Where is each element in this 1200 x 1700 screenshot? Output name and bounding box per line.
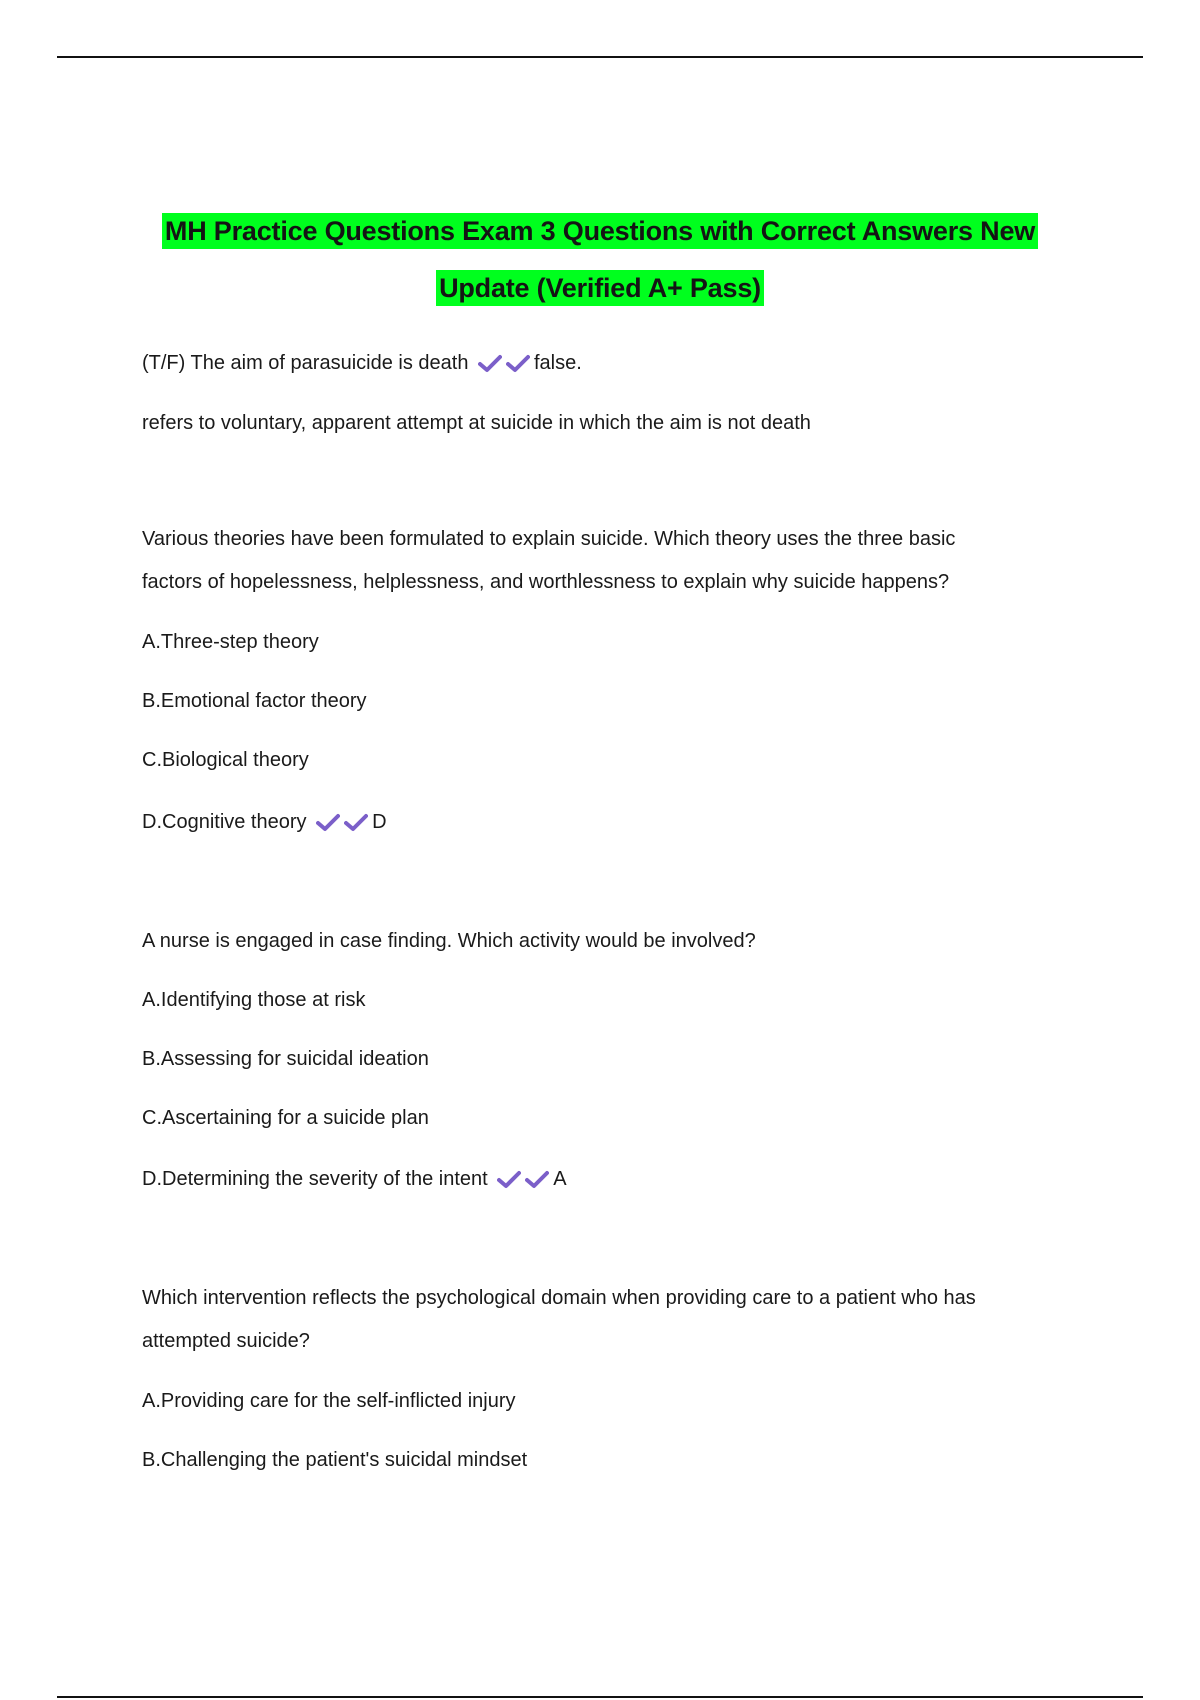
q3-question: A nurse is engaged in case finding. Which activity would be involved? xyxy=(142,930,756,952)
q2-option-b: B.Emotional factor theory xyxy=(142,690,367,712)
q4-question-line-2: attempted suicide? xyxy=(142,1330,310,1352)
checkmark-icon xyxy=(478,353,502,373)
q1-answer: false. xyxy=(534,352,582,374)
checkmark-icon xyxy=(497,1169,521,1189)
q1-question-row xyxy=(142,352,582,375)
checkmark-icon xyxy=(344,812,368,832)
q2-question-line-1: Various theories have been formulated to explain suicide. Which theory uses the three basic xyxy=(142,528,956,550)
document-title-line-2 xyxy=(0,273,1200,304)
q3-answer: A xyxy=(553,1168,567,1190)
q1-question-text: (T/F) The aim of parasuicide is death xyxy=(142,352,469,374)
q3-option-c: C.Ascertaining for a suicide plan xyxy=(142,1107,429,1129)
q4-option-b: B.Challenging the patient's suicidal mindset xyxy=(142,1449,528,1471)
q2-answer: D xyxy=(372,811,387,833)
checkmark-icon xyxy=(506,353,530,373)
q3-option-b: B.Assessing for suicidal ideation xyxy=(142,1048,429,1070)
q3-option-d-row xyxy=(142,1168,567,1191)
checkmark-icon xyxy=(316,812,340,832)
document-title-line-1 xyxy=(0,216,1200,247)
header-rule xyxy=(57,56,1143,58)
q2-option-c: C.Biological theory xyxy=(142,749,309,771)
title-highlight: MH Practice Questions Exam 3 Questions with Correct Answers New xyxy=(162,213,1038,249)
q4-question-line-1: Which intervention reflects the psychological domain when providing care to a patient who has xyxy=(142,1287,976,1309)
footer-rule xyxy=(57,1696,1143,1698)
title-highlight: Update (Verified A+ Pass) xyxy=(436,270,764,306)
q2-option-a: A.Three-step theory xyxy=(142,631,319,653)
q3-option-a: A.Identifying those at risk xyxy=(142,989,366,1011)
q2-option-d: D.Cognitive theory xyxy=(142,811,307,833)
q3-option-d: D.Determining the severity of the intent xyxy=(142,1168,488,1190)
q1-explanation: refers to voluntary, apparent attempt at suicide in which the aim is not death xyxy=(142,412,811,434)
q2-option-d-row xyxy=(142,811,387,834)
q2-question-line-2: factors of hopelessness, helplessness, and worthlessness to explain why suicide happens? xyxy=(142,571,950,593)
q4-option-a: A.Providing care for the self-inflicted injury xyxy=(142,1390,516,1412)
checkmark-icon xyxy=(525,1169,549,1189)
